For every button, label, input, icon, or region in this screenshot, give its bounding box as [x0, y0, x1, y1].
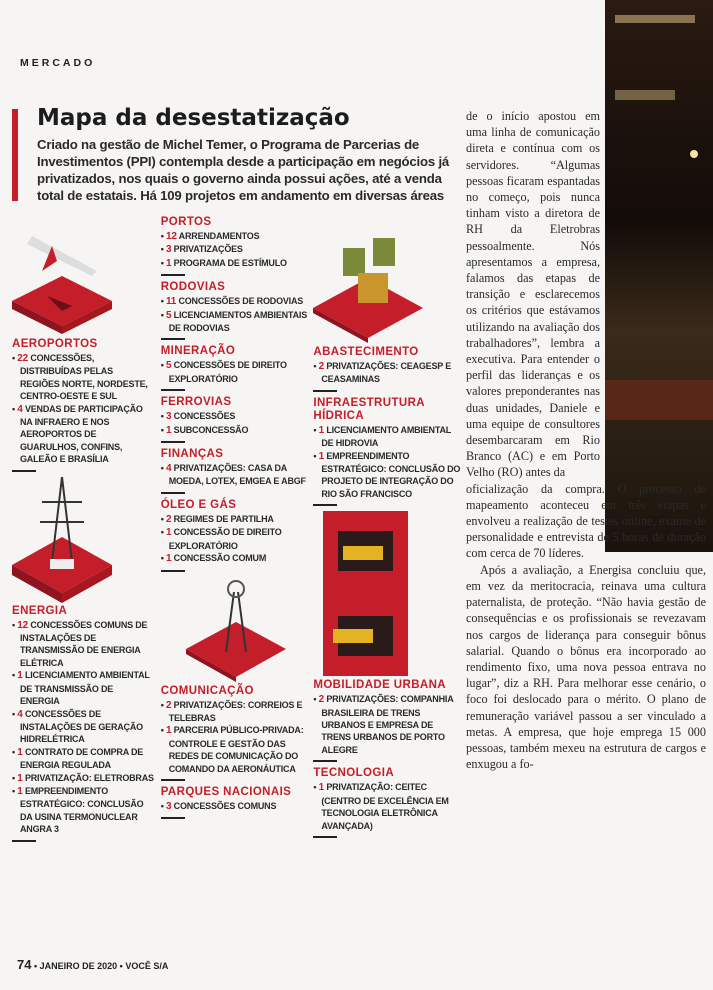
sector-item-list — [161, 359, 308, 385]
item-text: REGIMES DE PARTILHA — [173, 513, 274, 524]
infographic-area — [12, 0, 462, 990]
divider — [313, 504, 337, 506]
item-text: CONTRATO DE COMPRA DE ENERGIA REGULADA — [20, 746, 144, 771]
item-count: 3 — [165, 411, 172, 423]
item-count: 1 — [17, 746, 23, 758]
item-text: LICENCIAMENTO AMBIENTAL DE TRANSMISSÃO DE ENERGIA — [20, 670, 150, 707]
sector-item-list — [313, 781, 462, 832]
divider — [161, 274, 185, 276]
divider — [161, 338, 185, 340]
sector-item: • 1 CONCESSÃO COMUM — [160, 553, 267, 565]
divider — [161, 441, 185, 443]
item-count: 2 — [165, 513, 172, 525]
divider — [161, 570, 185, 572]
sector-column-right — [313, 346, 462, 511]
item-count: 12 — [17, 619, 28, 631]
sector-item-list — [313, 424, 462, 500]
divider — [313, 836, 337, 838]
sector-block — [161, 345, 308, 391]
sector-block — [161, 216, 308, 276]
article-paragraph: de o início apostou em uma linha de comunicação direta e contínua com os servidores. “Algumas pessoas ficaram espantadas no começo, pois nunca tinham visto a diretora de RH da Eletrobras pessoalmente. Nós apresentamos a empresa, falamos das etapas de transição e esclarecemos os critérios que estávamos utilizando na avaliação dos trabalhadores”, lembra a executiva. Para entender o perfil das lideranças e os valores preponderantes nas duas unidades, Daniele e uma equipe de consultores desembarcaram em Rio Branco (AC) e em Porto Velho (RO) antes da — [466, 109, 600, 480]
item-count: 5 — [165, 309, 172, 321]
item-text: EMPREENDIMENTO ESTRATÉGICO: CONCLUSÃO DA USINA TERMONUCLEAR ANGRA 3 — [20, 785, 144, 835]
sector-item: • 1 CONTRATO DE COMPRA DE ENERGIA REGULADA — [12, 746, 144, 771]
item-count: 4 — [165, 463, 172, 475]
item-count: 1 — [165, 257, 172, 269]
item-text: PARCERIA PÚBLICO-PRIVADA: CONTROLE E GESTÃO DAS REDES DE COMUNICAÇÃO DO COMANDO DA AERONÁUTICA — [168, 725, 304, 774]
sector-block — [313, 767, 462, 838]
divider — [12, 470, 36, 472]
sector-item-list — [313, 693, 462, 756]
sector-item: • 4 PRIVATIZAÇÕES: CASA DA MOEDA, LOTEX, EMGEA E ABGF — [160, 463, 306, 487]
sector-item: • 1 PRIVATIZAÇÃO: CEITEC (CENTRO DE EXCELÊNCIA EM TECNOLOGIA ELETRÔNICA AVANÇADA) — [313, 782, 449, 831]
item-text: PRIVATIZAÇÕES: CEAGESP E CEASAMINAS — [321, 361, 452, 385]
item-text: CONCESSÃO COMUM — [173, 553, 267, 564]
sector-block — [12, 605, 155, 842]
headline: Mapa da desestatização — [37, 105, 350, 131]
item-count: 3 — [165, 800, 172, 812]
train-tunnel-illustration — [313, 511, 428, 679]
article-col-2 — [466, 481, 706, 773]
sector-title: FINANÇAS — [160, 448, 224, 461]
sector-title: ÓLEO E GÁS — [160, 498, 237, 511]
sector-item: • 4 CONCESSÕES DE INSTALAÇÕES DE GERAÇÃO HIDRELÉTRICA — [12, 708, 143, 745]
item-text: PRIVATIZAÇÕES — [173, 244, 243, 255]
footer — [12, 957, 462, 990]
item-text: PRIVATIZAÇÃO: ELETROBRAS — [24, 772, 154, 783]
sector-block — [161, 685, 308, 781]
sector-item: • 2 PRIVATIZAÇÕES: COMPANHIA BRASILEIRA DE TRENS URBANOS E EMPRESA DE TRENS URBANOS DE PORTO ALEGRE — [313, 694, 454, 755]
sector-item: • 1 SUBCONCESSÃO — [160, 424, 249, 436]
antenna-illustration — [186, 577, 286, 685]
item-count: 1 — [165, 553, 172, 565]
item-text: PRIVATIZAÇÃO: CEITEC (CENTRO DE EXCELÊNCIA EM TECNOLOGIA ELETRÔNICA AVANÇADA) — [321, 782, 449, 831]
accent-bar — [12, 109, 18, 201]
item-count: 2 — [165, 699, 172, 711]
sector-block — [313, 397, 462, 506]
sector-item-list — [161, 513, 308, 566]
sector-item: • 1 LICENCIAMENTO AMBIENTAL DE TRANSMISSÃO DE ENERGIA — [12, 670, 150, 707]
sector-item: • 1 EMPREENDIMENTO ESTRATÉGICO: CONCLUSÃO DA USINA TERMONUCLEAR ANGRA 3 — [12, 785, 144, 835]
sector-item: • 1 PRIVATIZAÇÃO: ELETROBRAS — [12, 772, 154, 784]
divider — [161, 817, 185, 819]
sector-item-list — [161, 230, 308, 270]
divider — [313, 390, 337, 392]
item-text: CONCESSÃO DE DIREITO EXPLORATÓRIO — [168, 527, 282, 551]
sector-item-list — [313, 360, 462, 386]
divider — [161, 492, 185, 494]
item-count: 12 — [165, 231, 177, 242]
sector-block — [313, 346, 462, 392]
sector-block — [313, 679, 462, 762]
sector-title: ABASTECIMENTO — [313, 346, 419, 358]
sector-title: COMUNICAÇÃO — [160, 684, 254, 697]
sector-item: • 3 CONCESSÕES COMUNS — [160, 800, 277, 812]
sector-column-middle — [161, 216, 308, 577]
sector-item: • 1 PROGRAMA DE ESTÍMULO — [160, 257, 287, 269]
item-count: 1 — [17, 772, 23, 784]
sector-column-middle-lower — [161, 685, 308, 825]
page-number: 74 — [17, 957, 32, 972]
sector-title: RODOVIAS — [160, 281, 226, 294]
divider — [313, 760, 337, 762]
item-text: CONCESSÕES DE RODOVIAS — [178, 296, 304, 307]
sector-item-list — [161, 800, 308, 813]
divider — [161, 779, 185, 781]
item-text: CONCESSÕES, DISTRIBUÍDAS PELAS REGIÕES NORTE, NORDESTE, CENTRO-OESTE E SUL — [20, 353, 148, 402]
item-text: PROGRAMA DE ESTÍMULO — [173, 257, 287, 268]
sector-title: AEROPORTOS — [12, 338, 98, 350]
sector-block — [161, 499, 308, 572]
item-text: LICENCIAMENTOS AMBIENTAIS DE RODOVIAS — [168, 309, 307, 334]
item-count: 4 — [17, 403, 23, 415]
item-count: 11 — [165, 296, 177, 308]
divider — [161, 389, 185, 391]
item-count: 1 — [165, 527, 172, 539]
article-body — [466, 108, 706, 772]
sector-item: • 1 CONCESSÃO DE DIREITO EXPLORATÓRIO — [160, 527, 282, 551]
item-count: 2 — [318, 694, 324, 706]
sector-item: • 4 VENDAS DE PARTICIPAÇÃO NA INFRAERO E NOS AEROPORTOS DE GUARULHOS, CONFINS, GALEÃO E BRASÍLIA — [12, 403, 143, 465]
item-text: LICENCIAMENTO AMBIENTAL DE HIDROVIA — [321, 424, 451, 449]
divider — [12, 840, 36, 842]
sector-block — [161, 396, 308, 443]
item-count: 1 — [318, 782, 324, 794]
item-count: 3 — [165, 244, 172, 256]
item-text: CONCESSÕES COMUNS — [173, 800, 277, 811]
sector-item: • 2 PRIVATIZAÇÕES: CEAGESP E CEASAMINAS — [313, 361, 452, 385]
sector-item: • 2 REGIMES DE PARTILHA — [160, 513, 274, 525]
article-col-1 — [466, 108, 600, 481]
sector-item: • 3 CONCESSÕES — [160, 411, 236, 423]
item-count: 2 — [318, 361, 324, 372]
item-count: 1 — [17, 785, 23, 797]
item-text: PRIVATIZAÇÕES: CASA DA MOEDA, LOTEX, EMGEA E ABGF — [168, 463, 306, 487]
sector-title: MOBILIDADE URBANA — [313, 679, 447, 692]
sector-item: • 3 PRIVATIZAÇÕES — [160, 244, 243, 256]
item-count: 22 — [17, 353, 28, 364]
item-text: CONCESSÕES DE INSTALAÇÕES DE GERAÇÃO HIDRELÉTRICA — [20, 708, 143, 745]
item-count: 1 — [318, 450, 324, 462]
sector-item: • 5 LICENCIAMENTOS AMBIENTAIS DE RODOVIAS — [160, 309, 307, 334]
sector-item-list — [161, 699, 308, 775]
sector-item-list — [12, 619, 155, 836]
sector-item-list — [161, 462, 308, 488]
sector-item-list — [12, 352, 155, 466]
sector-item: • 5 CONCESSÕES DE DIREITO EXPLORATÓRIO — [160, 360, 287, 384]
sector-title: MINERAÇÃO — [160, 345, 236, 358]
sector-item-list — [161, 295, 308, 334]
footer-text: • JANEIRO DE 2020 • VOCÊ S/A — [33, 961, 169, 971]
transmission-tower-illustration — [12, 477, 112, 605]
item-count: 1 — [165, 725, 172, 737]
item-count: 5 — [165, 360, 172, 372]
airplane-illustration — [12, 216, 112, 338]
sector-block — [161, 448, 308, 494]
item-text: CONCESSÕES COMUNS DE INSTALAÇÕES DE TRANSMISSÃO DE ENERGIA ELÉTRICA — [20, 619, 148, 668]
sector-item: • 1 LICENCIAMENTO AMBIENTAL DE HIDROVIA — [313, 424, 451, 449]
item-count: 1 — [17, 670, 23, 682]
sector-item: • 22 CONCESSÕES, DISTRIBUÍDAS PELAS REGIÕES NORTE, NORDESTE, CENTRO-OESTE E SUL — [12, 353, 148, 402]
forklift-illustration — [313, 228, 423, 346]
item-text: VENDAS DE PARTICIPAÇÃO NA INFRAERO E NOS AEROPORTOS DE GUARULHOS, CONFINS, GALEÃO E BRASÍLIA — [20, 403, 143, 465]
article-paragraph: Após a avaliação, a Energisa concluiu que, em vez da meritocracia, reinava uma cultura paternalista, de proteção. “Não havia gestão de consequências e os profissionais se revezavam nos cargos de liderança para conseguir bônus salarial. Quando o bônus era incorporado ao rendimento fixo, uma nova pessoa entrava no lugar”, diz a RH. Para melhorar esse cenário, o foco foi deslocado para o mérito. O plano de remuneração variável passou a ser vinculado a metas. A empresa, que hoje emprega 15 000 pessoas, também mexeu na estrutura de cargos e enxugou a fo- — [466, 562, 706, 772]
sector-title: INFRAESTRUTURA HÍDRICA — [313, 396, 425, 422]
item-text: CONCESSÕES DE DIREITO EXPLORATÓRIO — [168, 360, 287, 384]
sector-title: PORTOS — [160, 216, 212, 228]
section-label: MERCADO — [20, 57, 96, 69]
sector-item: • 12 ARRENDAMENTOS — [160, 231, 260, 242]
sector-column-right-lower — [313, 679, 462, 843]
dek: Criado na gestão de Michel Temer, o Programa de Parcerias de Investimentos (PPI) contempla desde a participação em negócios já privatizados, nos quais o governo ainda possui ações, até a venda total de estatais. Há 109 projetos em andamento em diversas áreas — [37, 137, 450, 203]
sector-item: • 2 PRIVATIZAÇÕES: CORREIOS E TELEBRAS — [160, 699, 303, 723]
sector-title: FERROVIAS — [160, 396, 232, 409]
sector-item: • 11 CONCESSÕES DE RODOVIAS — [160, 296, 304, 308]
sector-columns — [12, 216, 462, 847]
sector-item: • 12 CONCESSÕES COMUNS DE INSTALAÇÕES DE TRANSMISSÃO DE ENERGIA ELÉTRICA — [12, 619, 148, 668]
item-count: 1 — [318, 424, 324, 436]
item-text: EMPREENDIMENTO ESTRATÉGICO: CONCLUSÃO DO PROJETO DE INTEGRAÇÃO DO RIO SÃO FRANCISCO — [321, 450, 461, 499]
sector-item-list — [161, 410, 308, 437]
item-count: 1 — [165, 424, 172, 436]
sector-aeroportos — [12, 338, 155, 477]
sector-energia — [12, 605, 155, 847]
sector-block — [12, 338, 155, 472]
sector-block — [161, 281, 308, 340]
item-count: 4 — [17, 708, 23, 720]
item-text: ARRENDAMENTOS — [178, 231, 260, 241]
item-text: SUBCONCESSÃO — [173, 424, 249, 435]
item-text: PRIVATIZAÇÕES: CORREIOS E TELEBRAS — [168, 699, 303, 723]
sector-block — [161, 786, 308, 819]
sector-item: • 1 EMPREENDIMENTO ESTRATÉGICO: CONCLUSÃO DO PROJETO DE INTEGRAÇÃO DO RIO SÃO FRANCISCO — [313, 450, 461, 499]
sector-item: • 1 PARCERIA PÚBLICO-PRIVADA: CONTROLE E GESTÃO DAS REDES DE COMUNICAÇÃO DO COMANDO DA AERONÁUTICA — [160, 725, 304, 774]
sector-title: PARQUES NACIONAIS — [160, 785, 292, 798]
item-text: CONCESSÕES — [173, 411, 236, 422]
article-paragraph: oficialização da compra. O processo de mapeamento aconteceu em três etapas e envolveu a realização de testes online, exame de personalidade e entrevista de 5 horas de duração com cerca de 70 líderes. — [466, 481, 706, 561]
article-header — [12, 0, 462, 204]
sector-title: TECNOLOGIA — [313, 767, 395, 780]
item-text: PRIVATIZAÇÕES: COMPANHIA BRASILEIRA DE TRENS URBANOS E EMPRESA DE TRENS URBANOS DE PORTO ALEGRE — [321, 694, 454, 755]
sector-title: ENERGIA — [12, 604, 68, 617]
